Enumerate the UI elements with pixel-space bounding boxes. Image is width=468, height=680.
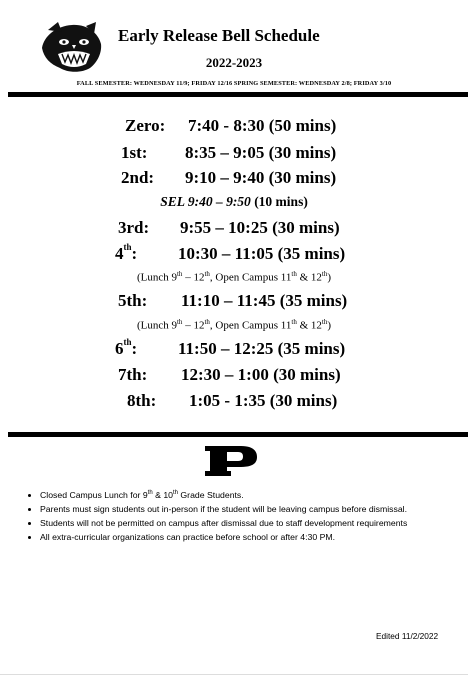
- list-item: • Parents must sign students out in-person if the student will be leaving campus before dismissal.: [40, 502, 468, 516]
- period-time: 11:10 – 11:45 (35 mins): [181, 291, 348, 310]
- period-label: [115, 339, 137, 359]
- lunch-sup: th: [291, 270, 297, 278]
- note-text: Grade Students.: [178, 489, 244, 500]
- school-year: 2022-2023: [205, 55, 263, 70]
- list-item: • All extra-curricular organizations can practice before school or after 4:30 PM.: [40, 530, 468, 544]
- note-text: & 10: [152, 489, 173, 500]
- note-text: Closed Campus Lunch for 9: [40, 489, 148, 500]
- lunch-sup: th: [291, 318, 297, 326]
- period-label: 5th:: [118, 291, 148, 310]
- period-number: 6: [115, 339, 124, 358]
- period-colon: :: [131, 244, 138, 263]
- lunch-text: ): [327, 271, 332, 284]
- lunch-sup: th: [321, 270, 328, 278]
- period-label: 3rd:: [118, 218, 150, 237]
- period-time: 9:55 – 10:25 (30 mins): [180, 218, 340, 237]
- period-time: 8:35 – 9:05 (30 mins): [185, 143, 337, 162]
- period-label: 7th:: [118, 365, 148, 384]
- period-time: 7:40 - 8:30 (50 mins): [188, 116, 337, 135]
- note-sup: th: [173, 490, 179, 496]
- period-time: 12:30 – 1:00 (30 mins): [181, 365, 341, 384]
- lunch-sup: th: [204, 270, 210, 278]
- lunch-text: , Open Campus 11: [209, 319, 292, 332]
- note-sup: th: [147, 490, 153, 496]
- list-item: • Students will not be permitted on campus after dismissal due to staff development requirements: [40, 516, 468, 530]
- page-title: Early Release Bell Schedule: [118, 26, 320, 45]
- edited-date: Edited 11/2/2022: [376, 631, 439, 641]
- lunch-text: – 12: [182, 271, 205, 284]
- period-suffix: th: [123, 242, 132, 252]
- period-time: 1:05 - 1:35 (30 mins): [189, 391, 338, 410]
- period-label: 8th:: [127, 391, 157, 410]
- lunch-sup: th: [176, 270, 183, 278]
- period-suffix: th: [123, 337, 132, 347]
- period-label: 1st:: [121, 143, 148, 162]
- period-time: 9:10 – 9:40 (30 mins): [185, 168, 337, 187]
- bottom-divider: [8, 432, 468, 437]
- period-time: 11:50 – 12:25 (35 mins): [178, 339, 346, 358]
- period-label: Zero:: [125, 116, 166, 135]
- top-divider: [8, 92, 468, 97]
- lunch-text: (Lunch 9: [136, 319, 177, 332]
- lunch-sup: th: [204, 318, 210, 326]
- period-label: [115, 244, 137, 264]
- lunch-note-4th: [0, 270, 468, 284]
- period-colon: :: [131, 339, 138, 358]
- list-item: [40, 486, 468, 502]
- lunch-text: & 12: [296, 319, 322, 332]
- period-number: 4: [115, 244, 124, 263]
- lunch-note-5th: [0, 318, 468, 332]
- semester-dates: FALL SEMESTER: WEDNESDAY 11/9; FRIDAY 12/16 SPRING SEMESTER: WEDNESDAY 2/8; FRIDAY 3/10: [76, 80, 392, 87]
- lunch-text: – 12: [182, 319, 205, 332]
- page-edge: [0, 674, 468, 675]
- lunch-sup: th: [321, 318, 328, 326]
- lunch-text: (Lunch 9: [136, 271, 177, 284]
- lunch-text: & 12: [296, 271, 322, 284]
- lunch-text: , Open Campus 11: [209, 271, 292, 284]
- sel-row: [0, 194, 468, 210]
- period-time: 10:30 – 11:05 (35 mins): [178, 244, 346, 263]
- notes-list: [22, 486, 468, 544]
- sel-mins: (10 mins): [254, 194, 308, 209]
- lunch-text: ): [327, 319, 332, 332]
- p-logo-icon: [203, 444, 259, 478]
- sel-time: SEL 9:40 – 9:50: [160, 194, 251, 209]
- period-label: 2nd:: [121, 168, 155, 187]
- lunch-sup: th: [176, 318, 183, 326]
